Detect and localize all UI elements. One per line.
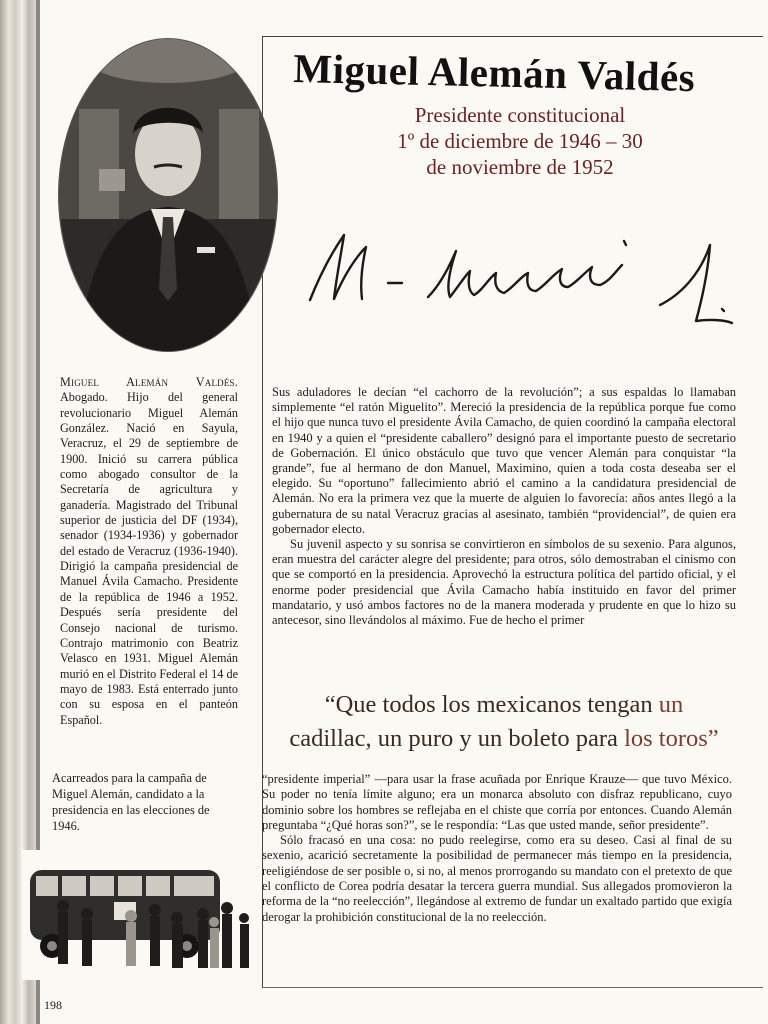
subtitle-line: de noviembre de 1952 [426,155,614,179]
paragraph: Sus aduladores le decían “el cachorro de la revolución”; a sus espaldas lo llamaban simplemente “el ratón Miguelito”. Mereció la presidencia de la república porque fue como el hijo que nunca tuvo el presidente Ávila Camacho, de quien coordinó la campaña electoral en 1940 y a quien el “presidente caballero” designó para el importante puesto de secretario de Gobernación. El único obstáculo que tuvo que vencer Alemán para conquistar “la grande”, fue al hermano de don Manuel, Maximino, quien a toda costa deseaba ser el elegido. Su “oportuno” fallecimiento abrió el camino a la candidatura presidencial de Alemán. No era la primera vez que la muerte de alguien lo favorecía: años antes llegó a la gubernatura de su natal Veracruz gracias al asesinato, también “providencial”, de quien era gobernador electo. [272,385,736,536]
quote-text: un [658,691,684,718]
pull-quote [268,688,740,756]
subtitle-line: 1º de diciembre de 1946 – 30 [397,129,643,153]
photo-caption: Acarreados para la campaña de Miguel Alemán, candidato a la presidencia en las elecciones de 1946. [52,771,210,833]
bio-name: Miguel Alemán Valdés. [60,375,238,389]
quote-text: “Que todos los mexicanos tengan [324,691,659,718]
bio-body: Abogado. Hijo del general revolucionario Miguel Alemán González. Nació en Sayula, Veracruz, el 29 de septiembre de 1900. Inició su carrera pública como abogado consultor de la Secretaría de agricultura y ganadería. Magistrado del Tribunal superior de justicia del DF (1934), senador (1934-1936) y gobernador del estado de Veracruz (1936-1940). Dirigió la campaña presidencial de Manuel Ávila Camacho. Presidente de la república de 1946 a 1952. Después sería presidente del Consejo nacional de turismo. Contrajo matrimonio con Beatriz Velasco en 1931. Miguel Alemán murió en el Distrito Federal el 14 de mayo de 1983. Está enterrado junto con su esposa en el panteón Español. [60,390,238,727]
paragraph: “presidente imperial” —para usar la frase acuñada por Enrique Krauze— que tuvo México. Su poder no tenía límite alguno; era un monarca absoluto con disfraz republicano, cuyo dominio sobre los hombres se reflejaba en el chiste que corría por entonces. Cuando Alemán preguntaba “¿Qué horas son?”, se le respondía: “Las que usted mande, señor presidente”. [262,772,732,832]
paragraph: Sólo fracasó en una cosa: no pudo reelegirse, como era su deseo. Casi al final de su sexenio, acarició secretamente la posibilidad de permanecer más tiempo en la presidencia, reeligiéndose de ser posible o, si no, al menos prorrogando su mandato con el pretexto de que el conflicto de Corea podría desatar la tercera guerra mundial. Sus allegados promovieron la reforma de la “no reelección”, llegándose al extremo de fundar un exaltado partido que exigía derogar la prohibición constitucional de la no reelección. [262,833,732,924]
page-number: 198 [44,998,62,1012]
portrait-photo [58,38,278,352]
signature-icon [300,225,740,345]
subtitle-line: Presidente constitucional [414,103,626,127]
bus-photo [22,850,258,980]
subtitle [370,102,670,180]
bio-text [60,375,238,728]
paragraph: Su juvenil aspecto y su sonrisa se convirtieron en símbolos de su sexenio. Para algunos, eran muestra del carácter alegre del presidente; para otros, sólo demostraban el cinismo con que se comportó en la presidencia. Aprovechó la estructura política del partido oficial, y el enorme poder presidencial que Ávila Camacho había instituido en favor del primer mandatario, y usó ambos factores no de la manera moderada y prudente en que lo hizo su antecesor, sino llevándolos al máximo. Fue de hecho el primer [272,537,736,628]
body-text-bottom [262,772,732,925]
page-title: Miguel Alemán Valdés [292,44,696,101]
body-text-top [272,385,736,628]
quote-text: los toros” [624,725,719,752]
quote-text: cadillac, un puro y un boleto para [289,725,625,752]
